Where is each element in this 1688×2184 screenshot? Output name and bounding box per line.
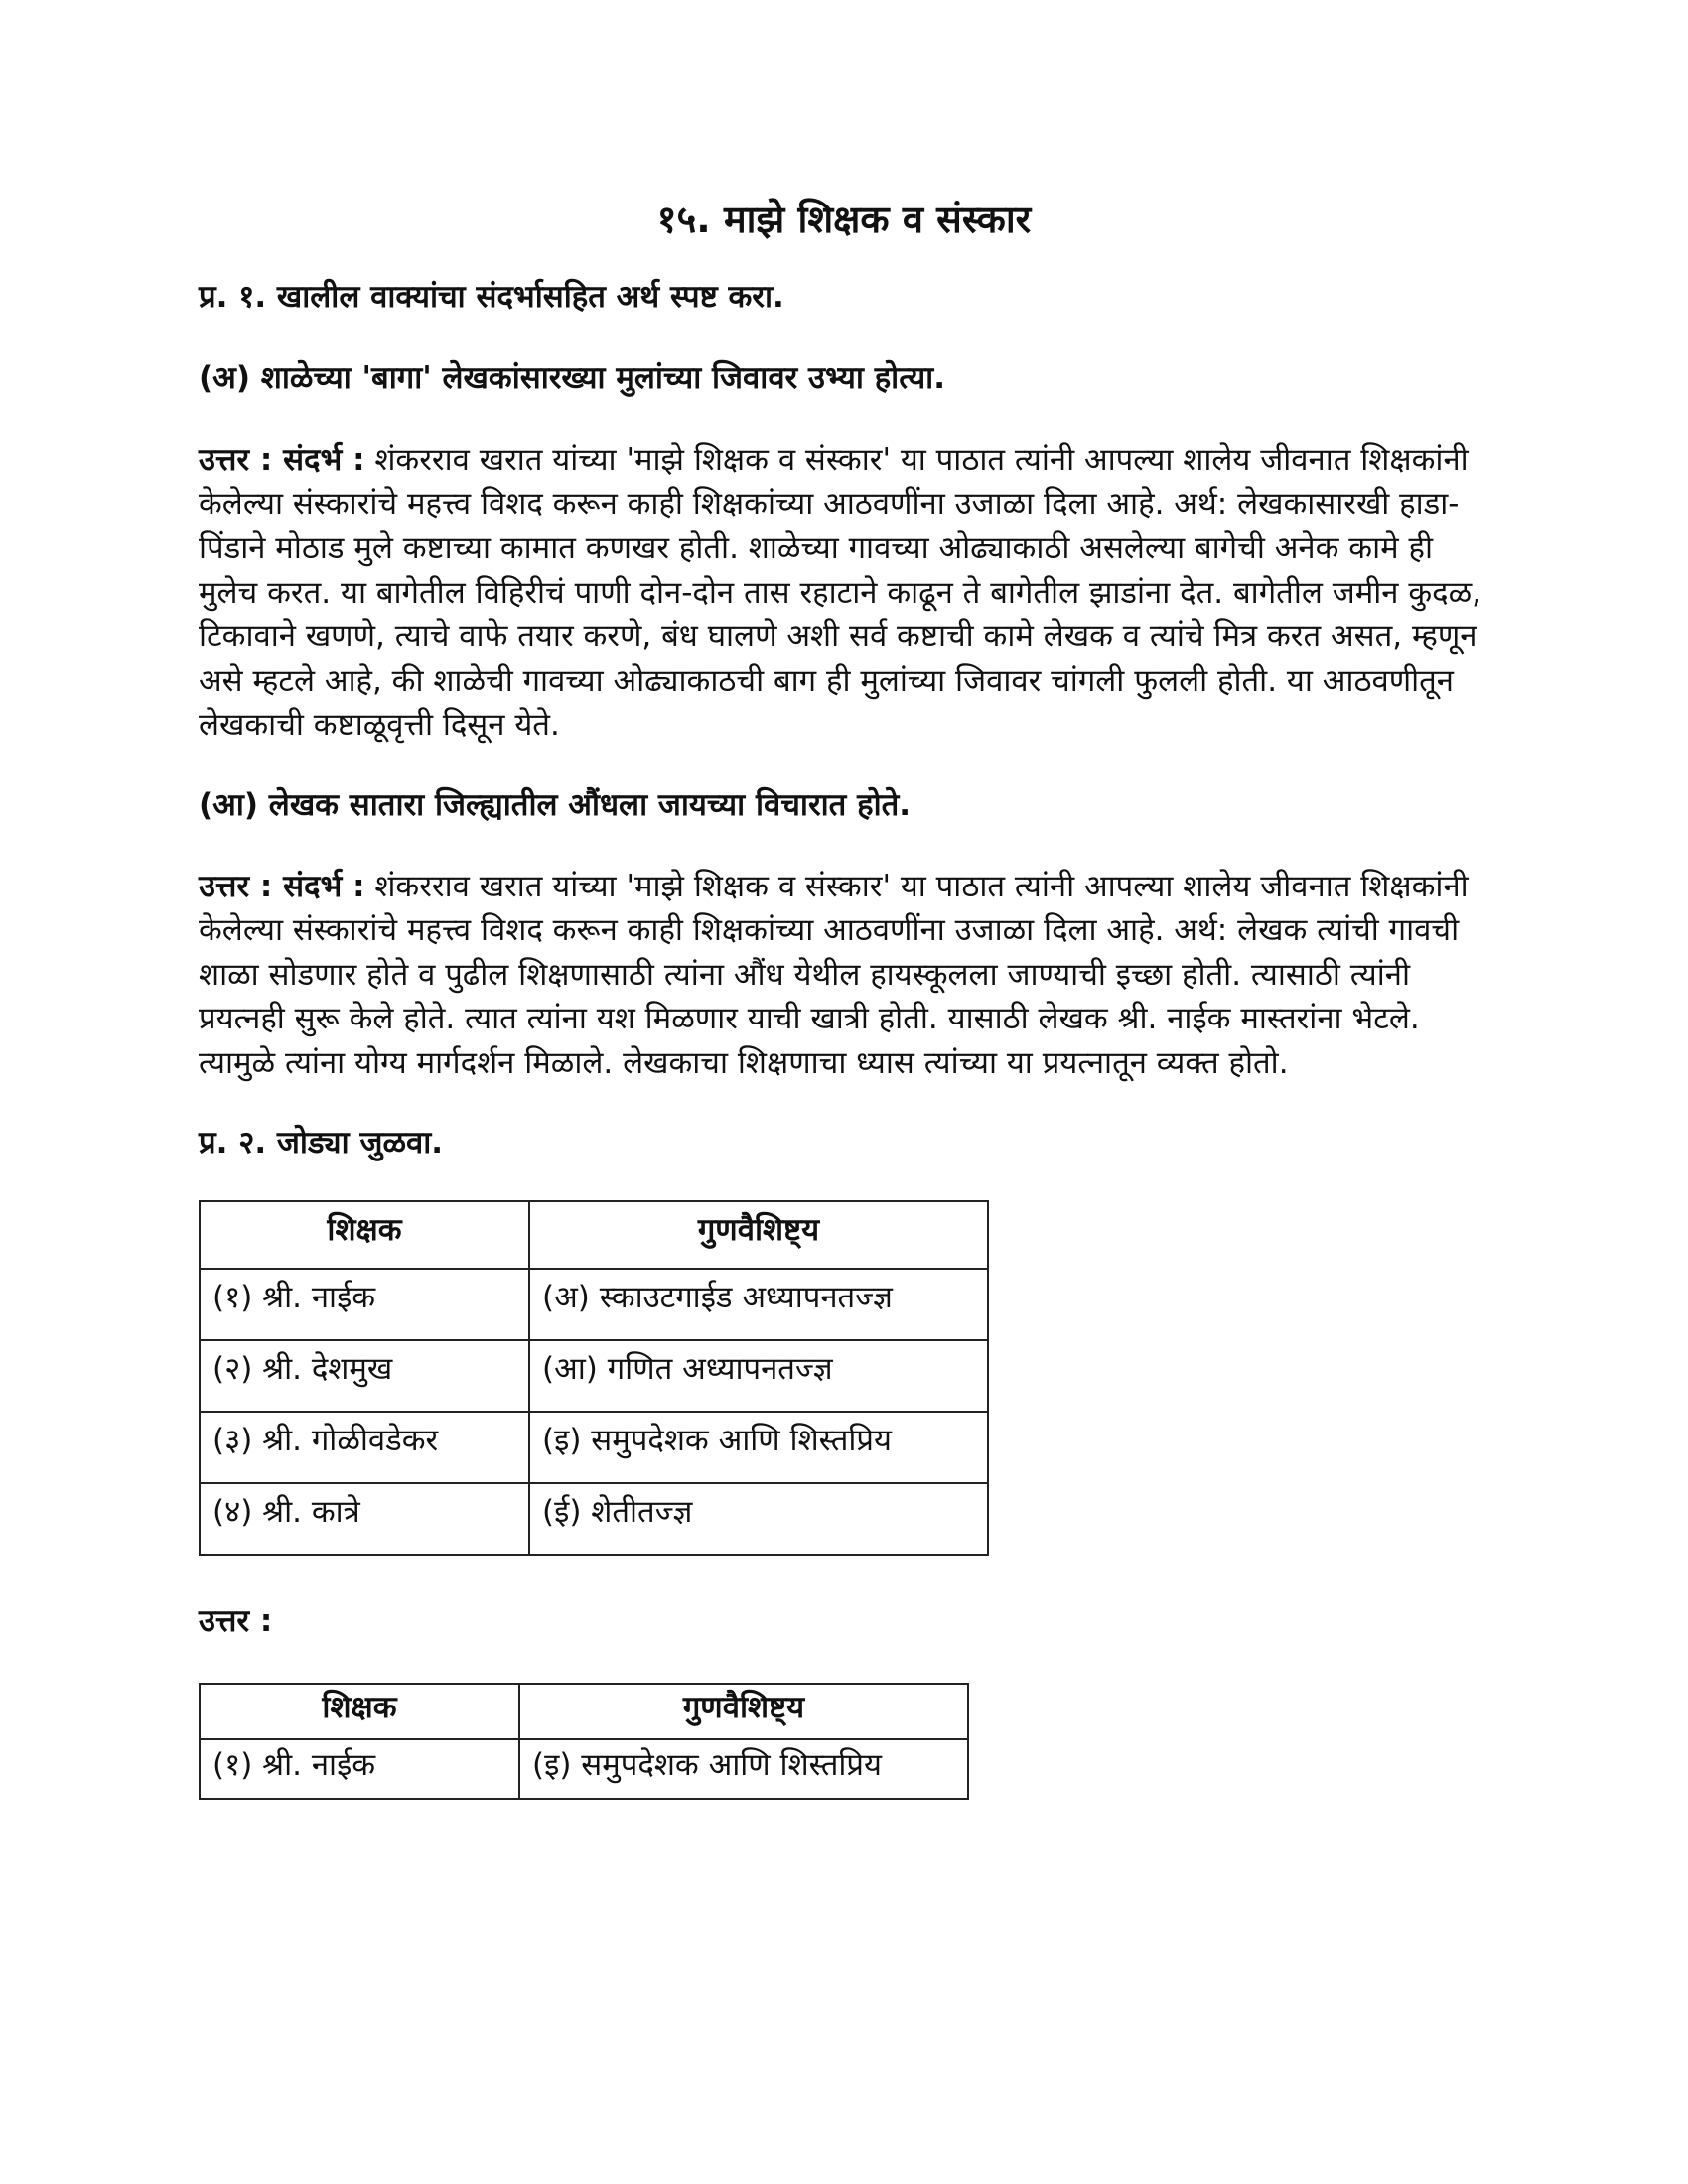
column-header-trait: गुणवैशिष्ट्य	[519, 1684, 968, 1739]
column-header-trait: गुणवैशिष्ट्य	[529, 1201, 988, 1269]
teacher-cell: (३) श्री. गोळीवडेकर	[200, 1412, 529, 1483]
question-1a-prompt: (अ) शाळेच्या 'बागा' लेखकांसारख्या मुलांच्या जिवावर उभ्या होत्या.	[199, 360, 945, 396]
answer-table	[199, 1683, 969, 1800]
table-row	[200, 1269, 988, 1340]
column-header-teacher: शिक्षक	[200, 1201, 529, 1269]
teacher-cell: (२) श्री. देशमुख	[200, 1340, 529, 1412]
answer-text: शंकरराव खरात यांच्या 'माझे शिक्षक व संस्कार' या पाठात त्यांनी आपल्या शालेय जीवनात शिक्षकांनी केलेल्या संस्कारांचे महत्त्व विशद करून काही शिक्षकांच्या आठवणींना उजाळा दिला आहे. अर्थ: लेखक त्यांची गावची शाळा सोडणार होते व पुढील शिक्षणासाठी त्यांना औंध येथील हायस्कूलला जाण्याची इच्छा होती. त्यासाठी त्यांनी प्रयत्नही सुरू केले होते. त्यात त्यांना यश मिळणार याची खात्री होती. यासाठी लेखक श्री. नाईक मास्तरांना भेटले. त्यामुळे त्यांना योग्य मार्गदर्शन मिळाले. लेखकाचा शिक्षणाचा ध्यास त्यांच्या या प्रयत्नातून व्यक्त होतो.	[199, 868, 1469, 1081]
question-1-heading: प्र. १. खालील वाक्यांचा संदर्भासहित अर्थ स्पष्ट करा.	[199, 279, 784, 315]
trait-cell: (अ) स्काउटगाईड अध्यापनतज्ज्ञ	[529, 1269, 988, 1340]
table-row	[200, 1340, 988, 1412]
table-row	[200, 1739, 968, 1799]
answer-text: शंकरराव खरात यांच्या 'माझे शिक्षक व संस्कार' या पाठात त्यांनी आपल्या शालेय जीवनात शिक्षकांनी केलेल्या संस्कारांचे महत्त्व विशद करून काही शिक्षकांच्या आठवणींना उजाळा दिला आहे. अर्थ: लेखकासारखी हाडा-पिंडाने मोठाड मुले कष्टाच्या कामात कणखर होती. शाळेच्या गावच्या ओढ्याकाठी असलेल्या बागेची अनेक कामे ही मुलेच करत. या बागेतील विहिरीचं पाणी दोन-दोन तास रहाटाने काढून ते बागेतील झाडांना देत. बागेतील जमीन कुदळ, टिकावाने खणणे, त्याचे वाफे तयार करणे, बंध घालणे अशी सर्व कष्टाची कामे लेखक व त्यांचे मित्र करत असत, म्हणून असे म्हटले आहे, की शाळेची गावच्या ओढ्याकाठची बाग ही मुलांच्या जिवावर चांगली फुलली होती. या आठवणीतून लेखकाची कष्टाळूवृत्ती दिसून येते.	[199, 442, 1482, 743]
match-table	[199, 1200, 989, 1556]
trait-cell: (ई) शेतीतज्ज्ञ	[529, 1483, 988, 1555]
trait-cell: (इ) समुपदेशक आणि शिस्तप्रिय	[519, 1739, 968, 1799]
table-header-row	[200, 1201, 988, 1269]
trait-cell: (इ) समुपदेशक आणि शिस्तप्रिय	[529, 1412, 988, 1483]
question-1b-answer	[199, 865, 1489, 1086]
question-2-answer-label: उत्तर :	[199, 1603, 273, 1639]
teacher-cell: (१) श्री. नाईक	[200, 1269, 529, 1340]
answer-lead: उत्तर : संदर्भ :	[199, 442, 365, 478]
trait-cell: (आ) गणित अध्यापनतज्ज्ञ	[529, 1340, 988, 1412]
table-row	[200, 1412, 988, 1483]
column-header-teacher: शिक्षक	[200, 1684, 519, 1739]
table-row	[200, 1483, 988, 1555]
teacher-cell: (१) श्री. नाईक	[200, 1739, 519, 1799]
page-title: १५. माझे शिक्षक व संस्कार	[656, 198, 1032, 241]
question-1b-prompt: (आ) लेखक सातारा जिल्ह्यातील औंधला जायच्या विचारात होते.	[199, 786, 912, 823]
question-1a-answer	[199, 438, 1489, 748]
teacher-cell: (४) श्री. कात्रे	[200, 1483, 529, 1555]
answer-lead: उत्तर : संदर्भ :	[199, 868, 365, 904]
question-2-heading: प्र. २. जोड्या जुळवा.	[199, 1125, 444, 1160]
table-header-row	[200, 1684, 968, 1739]
